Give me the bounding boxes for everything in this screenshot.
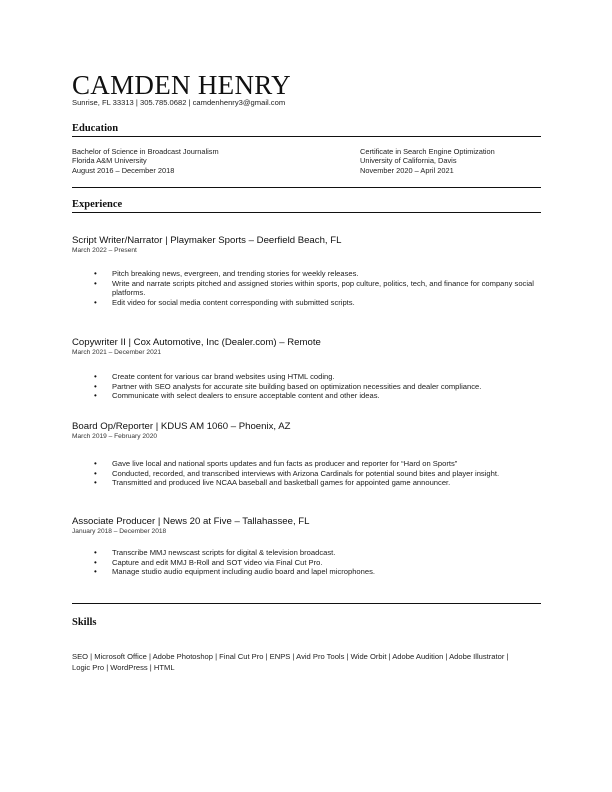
bullet-item: • Edit video for social media content corresponding with submitted scripts. bbox=[94, 298, 542, 308]
job-bullets bbox=[94, 269, 542, 307]
experience-entry bbox=[72, 421, 542, 488]
job-title: Script Writer/Narrator | Playmaker Sports – Deerfield Beach, FL bbox=[72, 235, 342, 246]
job-title: Copywriter II | Cox Automotive, Inc (Dealer.com) – Remote bbox=[72, 337, 321, 348]
bullet-item: • Capture and edit MMJ B-Roll and SOT video via Final Cut Pro. bbox=[94, 558, 542, 568]
education-school: University of California, Davis bbox=[360, 156, 457, 166]
bullet-item: • Manage studio audio equipment including audio board and lapel microphones. bbox=[94, 567, 542, 577]
job-dates: March 2019 – February 2020 bbox=[72, 433, 158, 440]
skills-list: SEO | Microsoft Office | Adobe Photoshop | Final Cut Pro | ENPS | Avid Pro Tools | Wide Orbit | Adobe Audition | Adobe Illustrator | Logic Pro | WordPress | HTML bbox=[72, 652, 509, 672]
bullet-item: • Write and narrate scripts pitched and assigned stories within sports, pop culture, politics, tech, and finance for company social platforms. bbox=[94, 279, 542, 298]
education-entry bbox=[360, 147, 495, 175]
section-divider bbox=[72, 136, 541, 137]
section-divider bbox=[72, 603, 541, 604]
job-bullets bbox=[94, 548, 542, 577]
bullet-item: • Transmitted and produced live NCAA baseball and basketball games for appointed game announcer. bbox=[94, 478, 542, 488]
section-title-experience: Experience bbox=[72, 199, 123, 210]
job-title: Associate Producer | News 20 at Five – Tallahassee, FL bbox=[72, 516, 310, 527]
bullet-item: • Create content for various car brand websites using HTML coding. bbox=[94, 372, 542, 382]
bullet-item: • Pitch breaking news, evergreen, and trending stories for weekly releases. bbox=[94, 269, 542, 279]
education-school: Florida A&M University bbox=[72, 156, 147, 166]
education-degree: Bachelor of Science in Broadcast Journalism bbox=[72, 147, 219, 156]
job-dates: March 2022 – Present bbox=[72, 247, 137, 254]
bullet-item: • Communicate with select dealers to ensure acceptable content and other ideas. bbox=[94, 391, 542, 401]
bullet-item: • Gave live local and national sports updates and fun facts as producer and reporter for “Hard on Sports” bbox=[94, 459, 542, 469]
job-bullets bbox=[94, 459, 542, 488]
section-divider bbox=[72, 187, 541, 188]
experience-entry bbox=[72, 337, 542, 401]
experience-entry bbox=[72, 516, 542, 577]
education-entry bbox=[72, 147, 219, 175]
contact-info: Sunrise, FL 33313 | 305.785.0682 | camdenhenry3@gmail.com bbox=[72, 98, 286, 107]
education-dates: November 2020 – April 2021 bbox=[360, 165, 454, 175]
section-divider bbox=[72, 212, 541, 213]
section-title-skills: Skills bbox=[72, 617, 97, 628]
education-degree: Certificate in Search Engine Optimization bbox=[360, 147, 495, 156]
job-bullets bbox=[94, 372, 542, 401]
section-title-education: Education bbox=[72, 123, 119, 134]
job-dates: January 2018 – December 2018 bbox=[72, 528, 167, 535]
job-title: Board Op/Reporter | KDUS AM 1060 – Phoenix, AZ bbox=[72, 421, 291, 432]
education-dates: August 2016 – December 2018 bbox=[72, 165, 175, 175]
bullet-item: • Partner with SEO analysts for accurate site building based on optimization necessities and dealer compliance. bbox=[94, 382, 542, 392]
job-dates: March 2021 – December 2021 bbox=[72, 349, 162, 356]
experience-entry bbox=[72, 235, 542, 307]
bullet-item: • Conducted, recorded, and transcribed interviews with Arizona Cardinals for potential sound bites and player insight. bbox=[94, 469, 542, 479]
candidate-name: CAMDEN HENRY bbox=[72, 70, 291, 100]
bullet-item: • Transcribe MMJ newscast scripts for digital & television broadcast. bbox=[94, 548, 542, 558]
